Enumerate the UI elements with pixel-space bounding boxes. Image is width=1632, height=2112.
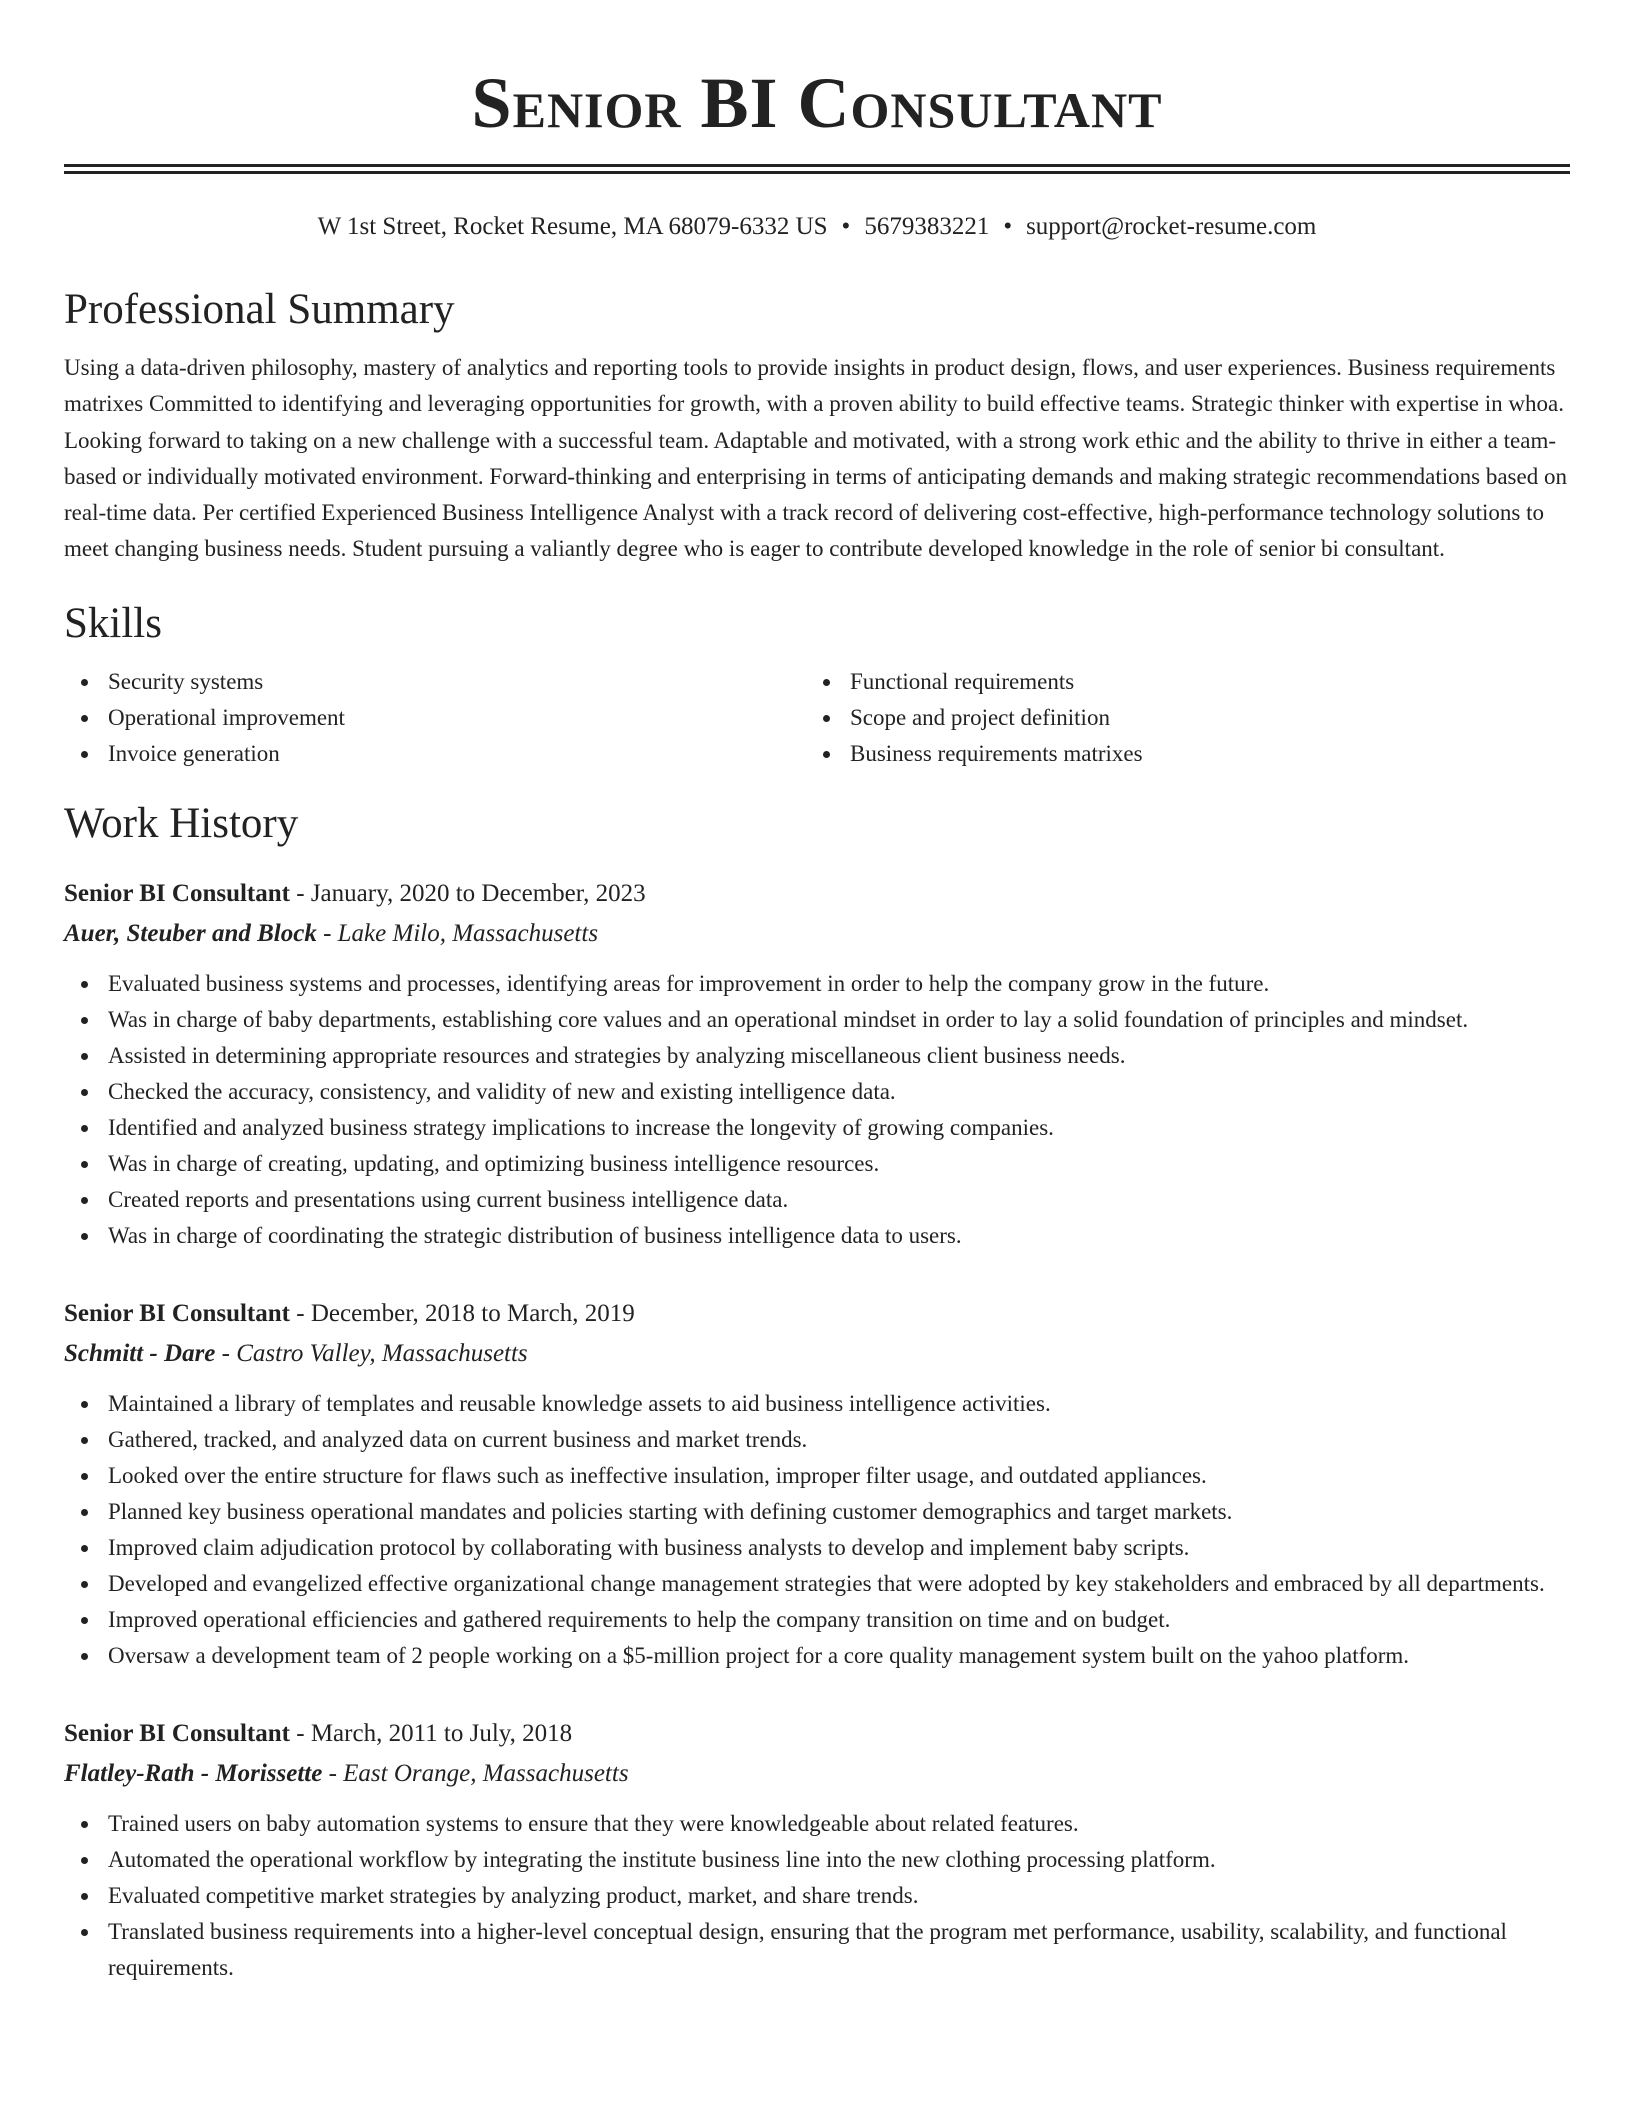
job-entry — [64, 1294, 1570, 1674]
job-bullet: Looked over the entire structure for flaws such as ineffective insulation, improper filter usage, and outdated appliances. — [64, 1458, 1570, 1494]
job-bullet: Was in charge of creating, updating, and optimizing business intelligence resources. — [64, 1146, 1570, 1182]
skill-item: Operational improvement — [64, 700, 806, 736]
job-company: Auer, Steuber and Block — [64, 919, 317, 947]
resume-title: Senior BI Consultant — [471, 63, 1163, 143]
job-bullets — [64, 1386, 1570, 1674]
work-history-heading: Work History — [64, 799, 299, 847]
contact-address: W 1st Street, Rocket Resume, MA 68079-6332 US — [317, 213, 828, 240]
job-bullet: Maintained a library of templates and reusable knowledge assets to aid business intelligence activities. — [64, 1386, 1570, 1422]
job-location: Castro Valley, Massachusetts — [236, 1339, 528, 1367]
job-bullet: Improved claim adjudication protocol by collaborating with business analysts to develop and implement baby scripts. — [64, 1530, 1570, 1566]
summary-heading: Professional Summary — [64, 286, 455, 333]
skill-item: Business requirements matrixes — [806, 736, 1548, 772]
job-bullets — [64, 1806, 1570, 1986]
job-dates: December, 2018 to March, 2019 — [310, 1299, 635, 1327]
contact-email: support@rocket-resume.com — [1026, 213, 1317, 240]
job-header: Senior BI Consultant - March, 2011 to July, 2018 — [64, 1719, 573, 1747]
job-title: Senior BI Consultant — [64, 1299, 290, 1327]
job-employer: Flatley-Rath - Morissette - East Orange, Massachusetts — [64, 1759, 629, 1787]
job-employer: Schmitt - Dare - Castro Valley, Massachusetts — [64, 1339, 528, 1367]
job-dates: January, 2020 to December, 2023 — [310, 879, 646, 907]
skill-item: Functional requirements — [806, 664, 1548, 700]
skill-item: Scope and project definition — [806, 700, 1548, 736]
job-bullet: Assisted in determining appropriate resources and strategies by analyzing miscellaneous client business needs. — [64, 1038, 1570, 1074]
job-header: Senior BI Consultant - December, 2018 to March, 2019 — [64, 1299, 635, 1327]
summary-text: Using a data-driven philosophy, mastery of analytics and reporting tools to provide insights in product design, flows, and user experiences. Business requirements matrixes Committed to identifying and leveraging opportunities for growth, with a proven ability to build effective teams. Strategic thinker with expertise in whoa. Looking forward to taking on a new challenge with a successful team. Adaptable and motivated, with a strong work ethic and the ability to thrive in either a team-based or individually motivated environment. Forward-thinking and enterprising in terms of anticipating demands and making strategic recommendations based on real-time data. Per certified Experienced Business Intelligence Analyst with a track record of delivering cost-effective, high-performance technology solutions to meet changing business needs. Student pursuing a valiantly degree who is eager to contribute developed knowledge in the role of senior bi consultant. — [64, 355, 1567, 562]
skill-item: Invoice generation — [64, 736, 806, 772]
job-bullet: Translated business requirements into a higher-level conceptual design, ensuring that the program met performance, usability, scalability, and functional requirements. — [64, 1914, 1570, 1986]
job-bullet: Was in charge of coordinating the strategic distribution of business intelligence data to users. — [64, 1218, 1570, 1254]
job-bullet: Checked the accuracy, consistency, and validity of new and existing intelligence data. — [64, 1074, 1570, 1110]
contact-separator: • — [841, 213, 851, 240]
job-bullet: Automated the operational workflow by integrating the institute business line into the new clothing processing platform. — [64, 1842, 1570, 1878]
job-bullets — [64, 966, 1570, 1254]
skill-item: Security systems — [64, 664, 806, 700]
skills-column-right — [806, 664, 1548, 772]
resume-page — [64, 0, 1570, 1986]
job-bullet: Evaluated competitive market strategies by analyzing product, market, and share trends. — [64, 1878, 1570, 1914]
job-location: East Orange, Massachusetts — [343, 1759, 629, 1787]
job-location: Lake Milo, Massachusetts — [337, 919, 599, 947]
job-bullet: Improved operational efficiencies and gathered requirements to help the company transition on time and on budget. — [64, 1602, 1570, 1638]
job-bullet: Was in charge of baby departments, establishing core values and an operational mindset in order to lay a solid foundation of principles and mindset. — [64, 1002, 1570, 1038]
job-company: Flatley-Rath - Morissette — [64, 1759, 323, 1787]
job-bullet: Developed and evangelized effective organizational change management strategies that were adopted by key stakeholders and embraced by all departments. — [64, 1566, 1570, 1602]
contact-phone: 5679383221 — [864, 213, 990, 240]
contact-separator: • — [1003, 213, 1013, 240]
skills-heading: Skills — [64, 599, 162, 647]
title-divider — [64, 164, 1570, 174]
job-bullet: Created reports and presentations using current business intelligence data. — [64, 1182, 1570, 1218]
job-title: Senior BI Consultant — [64, 879, 290, 907]
job-bullet: Trained users on baby automation systems to ensure that they were knowledgeable about related features. — [64, 1806, 1570, 1842]
contact-line — [64, 210, 1570, 244]
job-entry — [64, 874, 1570, 1254]
skills-list — [64, 664, 1570, 772]
job-title: Senior BI Consultant — [64, 1719, 290, 1747]
job-bullet: Gathered, tracked, and analyzed data on current business and market trends. — [64, 1422, 1570, 1458]
job-bullet: Evaluated business systems and processes, identifying areas for improvement in order to help the company grow in the future. — [64, 966, 1570, 1002]
job-header: Senior BI Consultant - January, 2020 to December, 2023 — [64, 879, 646, 907]
job-bullet: Planned key business operational mandates and policies starting with defining customer demographics and target markets. — [64, 1494, 1570, 1530]
job-bullet: Oversaw a development team of 2 people working on a $5-million project for a core quality management system built on the yahoo platform. — [64, 1638, 1570, 1674]
job-company: Schmitt - Dare — [64, 1339, 216, 1367]
job-dates: March, 2011 to July, 2018 — [310, 1719, 573, 1747]
job-entry — [64, 1714, 1570, 1986]
job-employer: Auer, Steuber and Block - Lake Milo, Massachusetts — [64, 919, 599, 947]
skills-column-left — [64, 664, 806, 772]
job-bullet: Identified and analyzed business strategy implications to increase the longevity of growing companies. — [64, 1110, 1570, 1146]
